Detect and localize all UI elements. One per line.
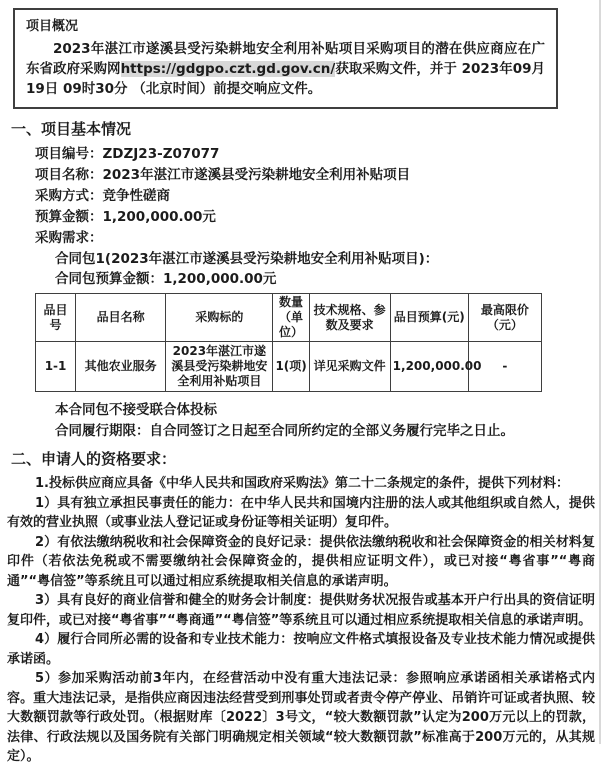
applicant-qualification-requirements: [7, 474, 595, 767]
section1-heading: 一、项目基本情况: [11, 120, 132, 138]
page-right-edge-line: [599, 0, 601, 744]
contract-package-line: 合同包1(2023年湛江市遂溪县受污染耕地安全利用补贴项目)：: [55, 251, 439, 267]
requirement-1: 1）具有独立承担民事责任的能力：在中华人民共和国境内注册的法人或其他组织或自然人，提供有效的营业执照（或事业法人登记证或身份证等相关证明）复印件。: [7, 495, 595, 530]
cell-quantity: 1(项): [273, 342, 309, 392]
table-row: [36, 342, 542, 392]
section2-heading: 二、申请人的资格要求：: [11, 450, 177, 468]
budget-amount: 预算金额：1,200,000.00元: [35, 209, 216, 225]
cell-subject: 2023年湛江市遂溪县受污染耕地安全利用补贴项目: [166, 342, 273, 392]
cell-price-cap: -: [468, 342, 541, 392]
contract-package-budget: 合同包预算金额：1,200,000.00元: [55, 271, 277, 287]
cell-item-name: 其他农业服务: [76, 342, 166, 392]
overview-paragraph: [26, 39, 545, 99]
project-name: 项目名称：2023年湛江市遂溪县受污染耕地安全利用补贴项目: [35, 167, 411, 183]
no-consortium-note: 本合同包不接受联合体投标: [55, 402, 217, 418]
project-overview-box: [13, 8, 558, 109]
requirement-2: 2）有依法缴纳税收和社会保障资金的良好记录：提供依法缴纳税收和社会保障资金的相关材料复印件（若依法免税或不需要缴纳社会保障资金的，提供相应证明文件），或已对接“粤省事”“粤商通”“粤信签”等系统且可以通过相应系统提取相关信息的承诺声明。: [7, 534, 595, 589]
col-header-specs: 技术规格、参数及要求: [309, 294, 390, 342]
col-header-budget: 品目预算(元): [390, 294, 468, 342]
contract-package-notes: [55, 400, 595, 442]
requirement-intro: 1.投标供应商应具备《中华人民共和国政府采购法》第二十二条规定的条件，提供下列材料：: [35, 476, 569, 491]
procurement-method: 采购方式：竞争性磋商: [35, 188, 170, 204]
project-basic-info: [35, 144, 595, 249]
project-number: 项目编号：ZDZJ23-Z07077: [35, 146, 220, 162]
cell-specs: 详见采购文件: [309, 342, 390, 392]
table-header-row: [36, 294, 542, 342]
contract-duration: 合同履行期限：自合同签订之日起至合同所约定的全部义务履行完毕之日止。: [55, 423, 514, 439]
overview-text-before-link: 2023年湛江市遂溪县受污染耕地安全利用补贴项目采购项目的潜在供应商应在广东省政府采购网: [26, 41, 545, 77]
contract-package-info: [55, 249, 595, 289]
col-header-price-cap: 最高限价（元）: [468, 294, 541, 342]
requirement-5: 5）参加采购活动前3年内，在经营活动中没有重大违法记录：参照响应承诺函相关承诺格式内容。重大违法记录，是指供应商因违法经营受到刑事处罚或者责令停产停业、吊销许可证或者执照、较大数额罚款等行政处罚。（根据财库〔2022〕3号文，“较大数额罚款”认定为200万元以上的罚款，法律、行政法规以及国务院有关部门明确规定相关领域“较大数额罚款”标准高于200万元的，从其规定）。: [7, 671, 595, 764]
procurement-site-link[interactable]: https://gdgpo.czt.gd.gov.cn/: [120, 61, 336, 77]
overview-title: 项目概况: [26, 19, 79, 34]
procurement-items-table: [35, 293, 542, 392]
overview-text-after-link: 获取采购文件，并于 2023年09月19日 09时30分 （北京时间）前提交响应文件。: [26, 61, 545, 97]
requirement-4: 4）履行合同所必需的设备和专业技术能力：按响应文件格式填报设备及专业技术能力情况或提供承诺函。: [7, 632, 595, 667]
col-header-subject: 采购标的: [166, 294, 273, 342]
col-header-item-name: 品目名称: [76, 294, 166, 342]
requirement-3: 3）具有良好的商业信誉和健全的财务会计制度：提供财务状况报告或基本开户行出具的资信证明复印件，或已对接“粤省事”“粤商通”“粤信签”等系统且可以通过相应系统提取相关信息的承诺声明。: [7, 593, 595, 628]
col-header-quantity: 数量（单位）: [273, 294, 309, 342]
cell-budget: 1,200,000.00: [390, 342, 468, 392]
col-header-item-no: 品目号: [36, 294, 76, 342]
cell-item-no: 1-1: [36, 342, 76, 392]
demand-label: 采购需求：: [35, 230, 103, 246]
